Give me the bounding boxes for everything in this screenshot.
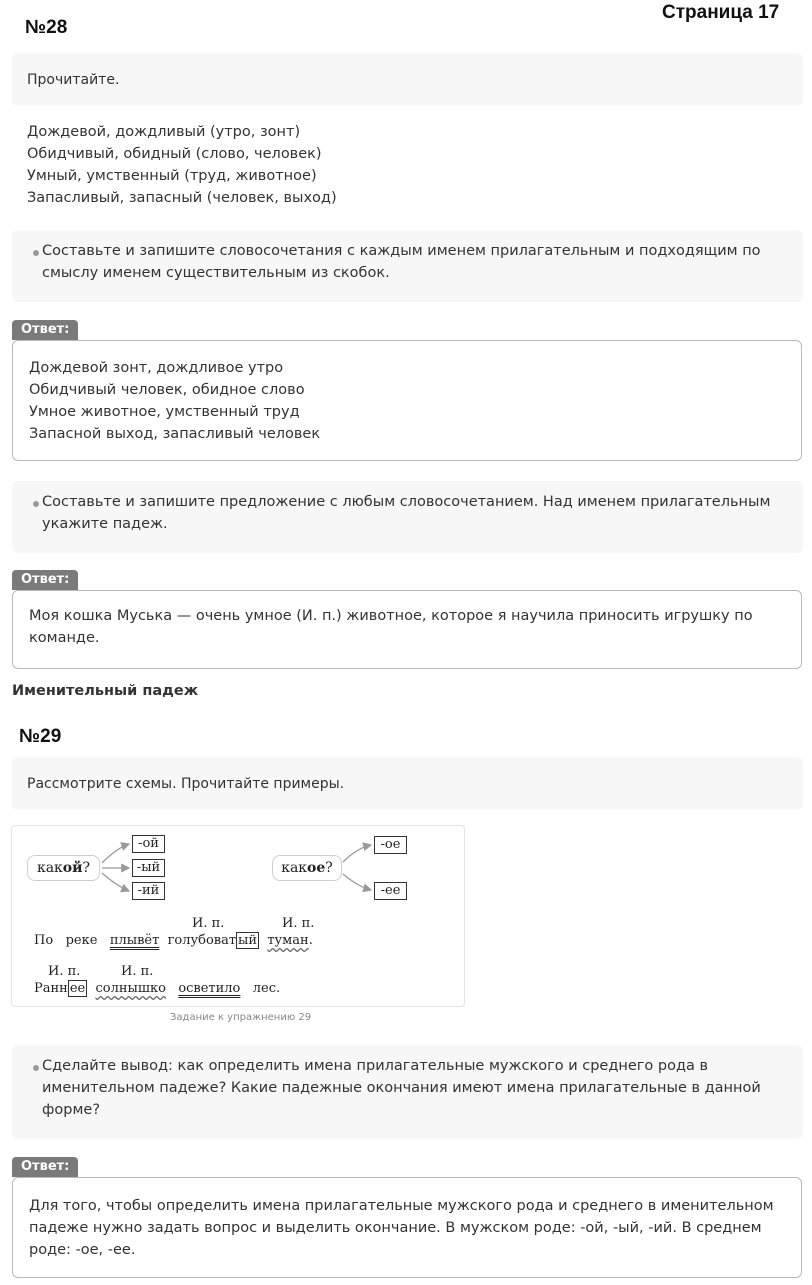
- task-text: Составьте и запишите словосочетания с каждым именем прилагательным и подходящим по смыслу именем существительным из скобок.: [42, 243, 761, 281]
- answer-line: Дождевой зонт, дождливое утро: [29, 360, 284, 376]
- answer-line: Запасной выход, запасливый человек: [29, 426, 321, 442]
- answer-text: Для того, чтобы определить имена прилагательные мужского рода и среднего в именительном падеже нужно задать вопрос и выделить окончание. В мужском роде: -ой, -ый, -ий. В среднем роде: -ое, -ее.: [29, 1198, 774, 1258]
- text-line: Обидчивый, обидный (слово, человек): [27, 146, 322, 162]
- case-mark: И. п.: [48, 964, 81, 979]
- answer-line: Умное животное, умственный труд: [29, 404, 300, 420]
- exercise-29-instruction: Рассмотрите схемы. Прочитайте примеры.: [27, 776, 345, 792]
- exercise-29-task: [12, 1045, 803, 1139]
- bullet-icon: [33, 1065, 39, 1071]
- answer-2-box: [12, 590, 802, 669]
- task-text: Сделайте вывод: как определить имена прилагательные мужского и среднего рода в именительном падеже? Какие падежные окончания имеют имена прилагательные в данной форме?: [42, 1058, 761, 1118]
- word-ending: ее: [69, 981, 86, 996]
- question-ending: ой: [62, 860, 83, 876]
- text-line: Запасливый, запасный (человек, выход): [27, 190, 337, 206]
- ending-box: -ее: [374, 882, 407, 900]
- word-stem: голубоват: [167, 933, 237, 948]
- punctuation: .: [308, 933, 313, 948]
- example-sentence-1: [34, 933, 313, 948]
- answer-label: Ответ:: [12, 570, 78, 590]
- scheme-figure: [11, 825, 465, 1007]
- exercise-28-number: №28: [25, 17, 68, 38]
- answer-line: Обидчивый человек, обидное слово: [29, 382, 305, 398]
- text-line: Дождевой, дождливый (утро, зонт): [27, 124, 301, 140]
- ending-box: -ое: [374, 836, 407, 854]
- bullet-icon: [33, 250, 39, 256]
- case-mark: И. п.: [192, 916, 225, 931]
- word: По: [34, 933, 54, 948]
- answer-label: Ответ:: [12, 1157, 78, 1177]
- ending-box: -ий: [132, 882, 165, 900]
- word: реке: [65, 933, 98, 948]
- exercise-28-instruction: Прочитайте.: [27, 72, 120, 88]
- bullet-icon: [33, 501, 39, 507]
- figure-caption: Задание к упражнению 29: [170, 1012, 312, 1023]
- word: лес.: [252, 981, 281, 996]
- question-stem: как: [36, 860, 63, 876]
- case-heading: Именительный падеж: [12, 683, 199, 699]
- predicate-word: осветило: [178, 981, 241, 996]
- example-sentence-2: [34, 981, 280, 996]
- case-mark: И. п.: [282, 916, 315, 931]
- subject-word: солнышко: [95, 981, 166, 996]
- answer-label: Ответ:: [12, 320, 78, 340]
- question-ending: ое: [307, 860, 326, 876]
- answer-text: Моя кошка Муська — очень умное (И. п.) животное, которое я научила приносить игрушку по команде.: [29, 608, 753, 646]
- exercise-29-instruction-box: [12, 757, 803, 810]
- ending-box: -ый: [132, 859, 165, 877]
- case-mark: И. п.: [121, 964, 154, 979]
- page-label: Страница 17: [662, 2, 780, 23]
- question-mark: ?: [325, 860, 333, 876]
- word-stem: Ранн: [34, 981, 68, 996]
- ending-box: -ой: [132, 835, 165, 853]
- subject-word: туман: [267, 933, 309, 948]
- word-ending: ый: [238, 933, 258, 948]
- exercise-28-task-1: [12, 230, 803, 302]
- exercise-28-text: [27, 121, 337, 209]
- answer-1-box: [12, 340, 802, 461]
- exercise-28-task-2: [12, 481, 803, 553]
- question-mark: ?: [82, 860, 91, 876]
- text-line: Умный, умственный (труд, животное): [27, 168, 317, 184]
- task-text: Составьте и запишите предложение с любым словосочетанием. Над именем прилагательным укажите падеж.: [42, 494, 771, 532]
- exercise-29-number: №29: [19, 726, 62, 747]
- answer-29-box: [12, 1177, 802, 1278]
- predicate-word: плывёт: [109, 933, 160, 948]
- question-neuter: [272, 855, 342, 881]
- exercise-28-instruction-box: [12, 53, 803, 106]
- question-masculine: [27, 855, 100, 881]
- question-stem: как: [281, 860, 308, 876]
